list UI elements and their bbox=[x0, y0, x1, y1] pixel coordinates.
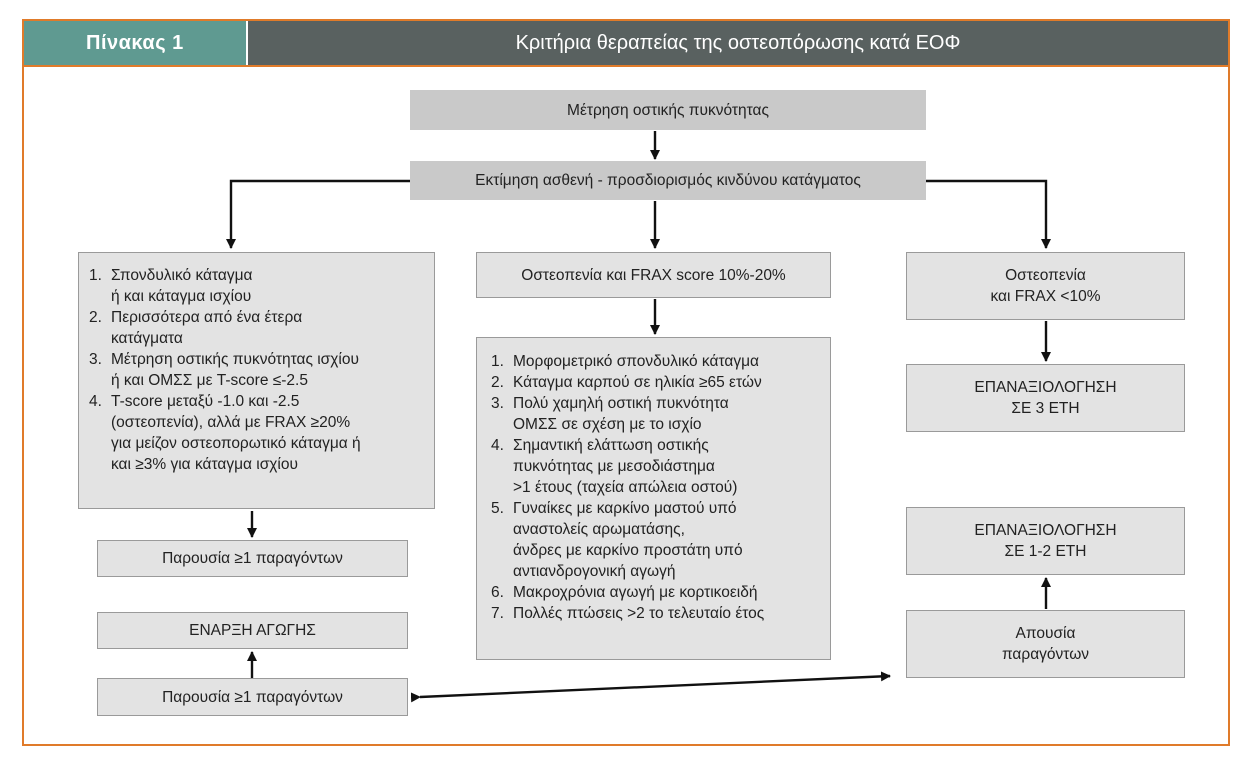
reevaluation-3-years-line2: ΣΕ 3 ΕΤΗ bbox=[1011, 400, 1080, 417]
arrow-assess-to-left bbox=[231, 181, 410, 248]
criteria-item-line: T-score μεταξύ -1.0 και -2.5 bbox=[111, 393, 300, 410]
factor-item-line: πυκνότητας με μεσοδιάστημα bbox=[513, 458, 715, 475]
start-treatment-text: ΕΝΑΡΞΗ ΑΓΩΓΗΣ bbox=[189, 622, 316, 639]
factor-item-line: Κάταγμα καρπού σε ηλικία ≥65 ετών bbox=[513, 374, 762, 391]
factor-item-number: 7. bbox=[491, 605, 504, 622]
factor-item-number: 3. bbox=[491, 395, 504, 412]
criteria-item-line: Περισσότερα από ένα έτερα bbox=[111, 309, 303, 326]
reevaluation-3-years-line1: ΕΠΑΝΑΞΙΟΛΟΓΗΣΗ bbox=[974, 379, 1117, 396]
factor-item-number: 1. bbox=[491, 353, 504, 370]
arrow-double-presence-absence bbox=[420, 676, 890, 697]
absence-factors-line2: παραγόντων bbox=[1001, 646, 1090, 663]
reevaluation-1-2-years-line2: ΣΕ 1-2 ΕΤΗ bbox=[1004, 543, 1087, 560]
factor-item-line: ΟΜΣΣ σε σχέση με το ισχίο bbox=[513, 416, 702, 433]
factor-item-line: αντιανδρογονική αγωγή bbox=[513, 563, 676, 580]
patient-assessment-text: Εκτίμηση ασθενή - προσδιορισμός κινδύνου κατάγματος bbox=[475, 172, 861, 189]
table-number-label: Πίνακας 1 bbox=[24, 21, 246, 65]
factor-item-line: Μακροχρόνια αγωγή με κορτικοειδή bbox=[513, 584, 758, 601]
criteria-item-number: 3. bbox=[89, 351, 102, 368]
factor-item-number: 6. bbox=[491, 584, 504, 601]
criteria-item-line: ή και ΟΜΣΣ με T-score ≤-2.5 bbox=[111, 372, 308, 389]
arrow-assess-to-right bbox=[926, 181, 1046, 248]
criteria-item-number: 2. bbox=[89, 309, 102, 326]
factor-item-line: Πολλές πτώσεις >2 το τελευταίο έτος bbox=[513, 605, 765, 622]
criteria-item-line: ή και κάταγμα ισχίου bbox=[111, 288, 252, 305]
absence-factors-line1: Απουσία bbox=[1015, 625, 1076, 642]
factor-item-line: Γυναίκες με καρκίνο μαστού υπό bbox=[513, 500, 737, 517]
osteopenia-frax-10-20-text: Οστεοπενία και FRAX score 10%-20% bbox=[521, 266, 786, 284]
bone-density-measurement-text: Μέτρηση οστικής πυκνότητας bbox=[567, 101, 769, 119]
criteria-item-line: κατάγματα bbox=[111, 330, 183, 347]
criteria-item-line: για μείζον οστεοπορωτικό κάταγμα ή bbox=[111, 435, 361, 452]
table-title: Κριτήρια θεραπείας της οστεοπόρωσης κατά ΕΟΦ bbox=[248, 21, 1228, 65]
osteopenia-frax-lt10-line1: Οστεοπενία bbox=[1005, 267, 1086, 284]
factor-item-number: 5. bbox=[491, 500, 504, 517]
criteria-item-line: Μέτρηση οστικής πυκνότητας ισχίου bbox=[111, 351, 359, 368]
criteria-item-line: Σπονδυλικό κάταγμα bbox=[111, 267, 253, 284]
criteria-item-line: και ≥3% για κάταγμα ισχίου bbox=[111, 456, 298, 473]
factor-item-line: άνδρες με καρκίνο προστάτη υπό bbox=[513, 542, 743, 559]
factor-item-number: 2. bbox=[491, 374, 504, 391]
factor-item-line: Σημαντική ελάττωση οστικής bbox=[513, 437, 709, 454]
criteria-item-line: (οστεοπενία), αλλά με FRAX ≥20% bbox=[111, 414, 351, 431]
factor-item-line: >1 έτους (ταχεία απώλεια οστού) bbox=[513, 479, 738, 496]
reevaluation-1-2-years-line1: ΕΠΑΝΑΞΙΟΛΟΓΗΣΗ bbox=[974, 522, 1117, 539]
osteopenia-frax-lt10-line2: και FRAX <10% bbox=[990, 288, 1101, 305]
factor-item-line: αναστολείς αρωματάσης, bbox=[513, 521, 685, 538]
factor-item-line: Πολύ χαμηλή οστική πυκνότητα bbox=[513, 395, 729, 412]
factor-item-number: 4. bbox=[491, 437, 504, 454]
presence-factors-top-text: Παρουσία ≥1 παραγόντων bbox=[162, 550, 343, 567]
factor-item-line: Μορφομετρικό σπονδυλικό κάταγμα bbox=[513, 353, 759, 370]
presence-factors-bottom-text: Παρουσία ≥1 παραγόντων bbox=[162, 688, 343, 706]
criteria-item-number: 1. bbox=[89, 267, 102, 284]
criteria-item-number: 4. bbox=[89, 393, 102, 410]
